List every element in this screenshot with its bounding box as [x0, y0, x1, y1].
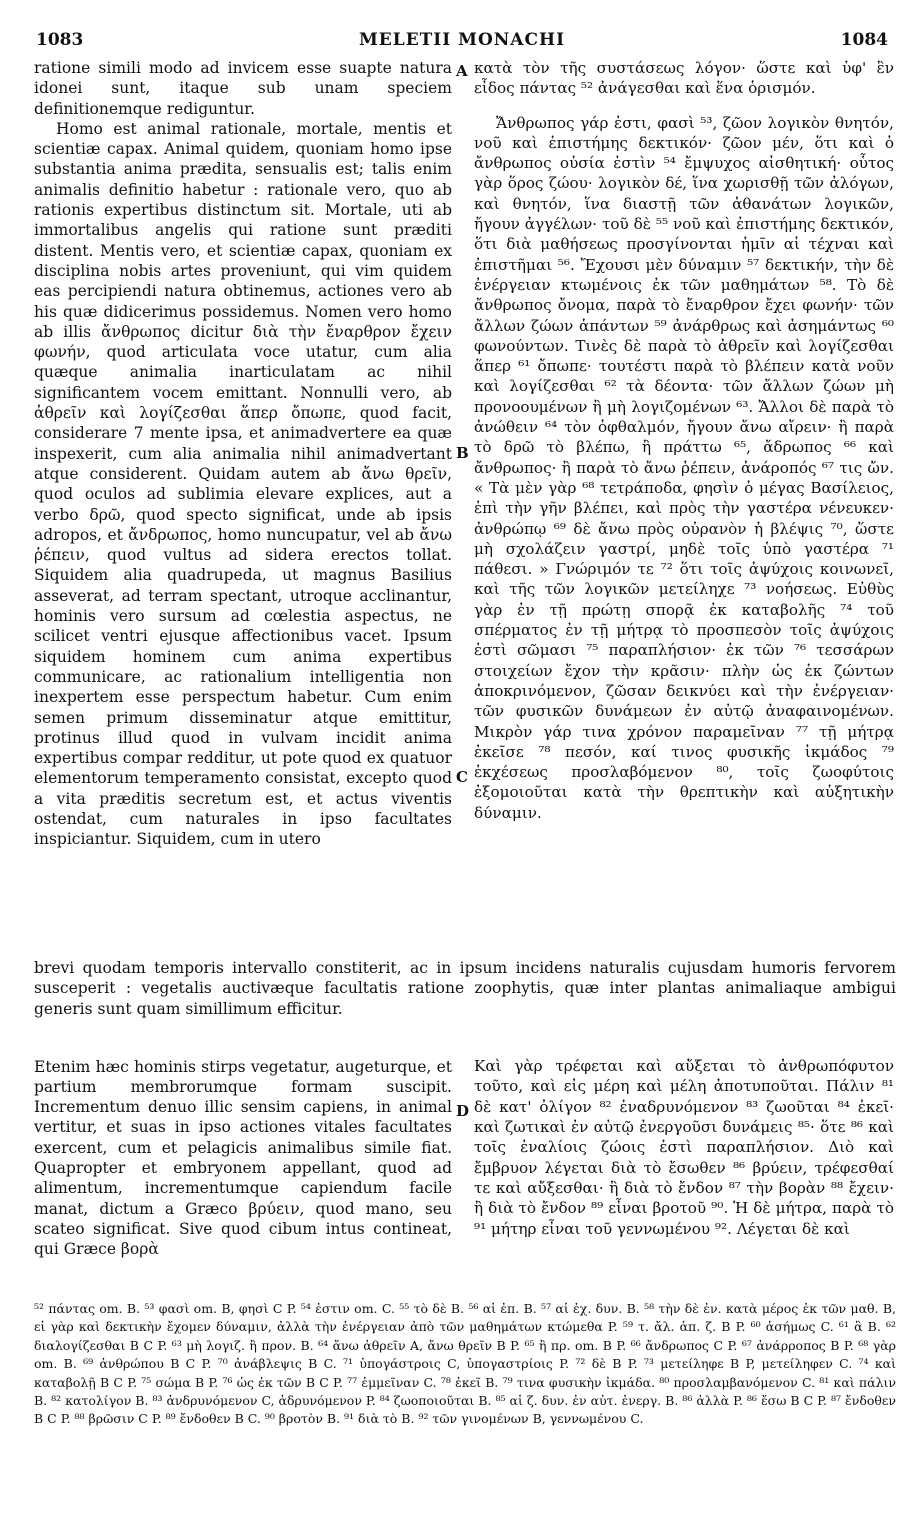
- latin-paragraph: Homo est animal rationale, mortale, mentis et scientiæ capax. Animal quidem, quoniam homo ipse substantia anima prædita, sensualis est; talis enim animalis definitio habetur : rationale vero, quo ab rationis expertibus distinctum sit. Mortale, uti ab immortalibus angelis qui ratione sunt præditi distent. Mentis vero, et scientiæ capax, quoniam ex disciplina nobis artes proveniunt, qui vim quidem eas percipiendi natura obtinemus, actiones vero ab his quæ didicerimus possidemus. Nomen vero homo ab illis ἄνθρωπος dicitur διὰ τὴν ἔναρθρον ἔχειν φωνήν, quod articulata voce utatur, cum alia quæque animalia inarticulatam ac nihil significantem vocem emittant. Nonnulli vero, ab ἀθρεῖν καὶ λογίζεσθαι ἅπερ ὄπωπε, quod facit, considerare 7 mente ipsa, et animadvertere ea quæ inspexerit, cum alia animalia nihil animadvertant atque considerent. Quidam autem ab ἄνω θρεῖν, quod oculos ad sublimia elevare explices, aut a verbo δρῶ, quod specto significat, unde ab ipsis adropos, et ἄνδρωπος, homo nuncupatur, vel ab ἄνω ῥέπειν, quod vultus ad sidera erectos tollat. Siquidem alia quadrupeda, ut magnus Basilius asseverat, ad terram spectant, utroque acclinantur, hominis vero sursum ad cœlestia aspectus, ne scilicet ventri ejusque affectionibus vacet. Ipsum siquidem hominem cum anima expertibus communicare, ac rationalium intelligentia non inexpertem esse perspectum habetur. Cum enim semen primum disseminatur atque emittitur, protinus illud quod in vulvam incidit anima expertibus compar redditur, ut pote quod ex quatuor elementorum temperamento consistat, excepto quod a vita præditis secretum est, et actus viventis ostendat, cum naturales in ipso facultates inspiciantur. Siquidem, cum in utero: [34, 119, 452, 849]
- running-title: MELETII MONACHI: [358, 30, 566, 50]
- latin-column-lower: [34, 1041, 452, 1275]
- page-number-left: 1083: [36, 30, 84, 50]
- latin-paragraph: Etenim hæc hominis stirps vegetatur, augeturque, et partium membrorumque formam suscipit. Incrementum denuo illic sensim capiens, in animal vertitur, et suas in ipso actiones vitales facultates exercent, cum et pelagicis animalibus simile fiat. Quapropter et embryonem appellant, quod ad alimentum, incrementumque capiendum facile manat, dictum a Græco βρύειν, quod mano, seu scateo significat. Sive quod cibum intus contineat, qui Græce βορὰ: [34, 1057, 452, 1259]
- full-width-latin-text: brevi quodam temporis intervallo constiterit, ac in ipsum incidens naturalis cujusdam humoris fervorem susceperit : vegetalis auctivæque facultatis ratione zoophytis, quæ inter plantas animaliaque ambigui generis sunt quam simillimum efficitur.: [34, 959, 896, 1018]
- greek-column: [474, 58, 894, 823]
- footnotes: ⁵² πάντας om. B. ⁵³ φασὶ om. B, φησὶ C P. ⁵⁴ ἐστιν om. C. ⁵⁵ τὸ δὲ B. ⁵⁶ αἱ ἐπ. B. ⁵⁷ αἱ ἐχ. δυν. B. ⁵⁸ τὴν δὲ ἐν. κατὰ μέρος ἐκ τῶν μαθ. B, εἰ γὰρ καὶ δεκτικὴν ἔχομεν δύναμιν, ἀλλὰ τὴν ἐνέργειαν ἀπὸ τῶν μαθημάτων κτώμεθα P. ⁵⁹ τ. ἄλ. ἁπ. ζ. B P. ⁶⁰ ἀσήμως C. ⁶¹ ἃ B. ⁶² διαλογίζεσθαι B C P. ⁶³ μὴ λογιζ. ἢ προν. B. ⁶⁴ ἄνω ἀθρεῖν A, ἄνω θρεῖν B P. ⁶⁵ ἢ πρ. om. B P. ⁶⁶ ἄνδρωπος C P. ⁶⁷ ἀνάρροπος B P. ⁶⁸ γὰρ om. B. ⁶⁹ ἀνθρώπου B C P. ⁷⁰ ἀνάβλεψις B C. ⁷¹ ὑπογάστροις C, ὑπογαστρίοις P. ⁷² δὲ B P. ⁷³ μετείληφε B P, μετείληφεν C. ⁷⁴ καὶ καταβολῇ B C P. ⁷⁵ σώμα B P. ⁷⁶ ὡς ἐκ τῶν B C P. ⁷⁷ ἐμμεῖναν C. ⁷⁸ ἐκεῖ B. ⁷⁹ τινα φυσικὴν ἰκμάδα. ⁸⁰ προσλαμβανόμενον C. ⁸¹ καὶ πάλιν B. ⁸² κατολίγον B. ⁸³ ἀνδρυνόμενον C, ἀδρυνόμενον P. ⁸⁴ ζωοποιοῦται B. ⁸⁵ αἱ ζ. δυν. ἐν αὐτ. ἐνεργ. B. ⁸⁶ ἀλλὰ P. ⁸⁶ ἔσω B C P. ⁸⁷ ἔνδοθεν B C P. ⁸⁸ βρῶσιν C P. ⁸⁹ ἔνδοθεν B C. ⁹⁰ βροτὸν B. ⁹¹ διὰ τὸ B. ⁹² τῶν γινομένων B, γεννωμένου C.: [34, 1301, 896, 1427]
- latin-column: [34, 58, 452, 850]
- margin-marker-c: C: [456, 768, 468, 786]
- greek-paragraph: κατὰ τὸν τῆς συστάσεως λόγον· ὥστε καὶ ὑφ' ἓν εἶδος πάντας ⁵² ἀνάγεσθαι καὶ ἕνα ὁρισμόν.: [474, 59, 894, 98]
- latin-paragraph: ratione simili modo ad invicem esse suapte natura idonei sunt, itaque sub unam speciem definitionemque rediguntur.: [34, 59, 452, 118]
- margin-marker-d: D: [456, 1102, 470, 1120]
- page-number-right: 1084: [840, 30, 888, 50]
- margin-marker-a: A: [456, 62, 468, 80]
- greek-column-lower: [474, 1041, 894, 1254]
- running-head: [36, 30, 888, 56]
- margin-marker-b: B: [456, 444, 469, 462]
- greek-paragraph: Καὶ γὰρ τρέφεται καὶ αὔξεται τὸ ἀνθρωπόφυτον τοῦτο, καὶ εἰς μέρη καὶ μέλη ἀποτυποῦται. Πάλιν ⁸¹ δὲ κατ' ὀλίγον ⁸² ἐναδρυνόμενον ⁸³ ζωοῦται ⁸⁴ ἐκεῖ· καὶ ζωτικαὶ ἐν αὐτῷ ἐνεργοῦσι δυνάμεις ⁸⁵· ὅτε ⁸⁶ καὶ τοῖς ἐναλίοις ζώοις ἐστὶ παραπλήσιον. Διὸ καὶ ἔμβρυον λέγεται διὰ τὸ ἔσωθεν ⁸⁶ βρύειν, τρέφεσθαί τε καὶ αὔξεσθαι· ἢ διὰ τὸ ἔνδον ⁸⁷ τὴν βορὰν ⁸⁸ ἔχειν· ἢ διὰ τὸ ἔνδον ⁸⁹ εἶναι βροτοῦ ⁹⁰. Ἡ δὲ μήτρα, παρὰ τὸ ⁹¹ μήτηρ εἶναι τοῦ γεννωμένου ⁹². Λέγεται δὲ καὶ: [474, 1057, 894, 1238]
- greek-paragraph: Ἄνθρωπος γάρ ἐστι, φασὶ ⁵³, ζῶον λογικὸν θνητόν, νοῦ καὶ ἐπιστήμης δεκτικόν· ζῶον μέν, ὅτι καὶ ὁ ἄνθρωπος οὐσία ἐστὶν ⁵⁴ ἔμψυχος αἰσθητική· οὗτος γὰρ ὅρος ζώου· λογικὸν δέ, ἵνα χωρισθῇ τῶν ἀλόγων, καὶ θνητόν, ἵνα διαστῇ τῶν ἀθανάτων λογικῶν, ἤγουν ἀγγέλων· τοῦ δὲ ⁵⁵ νοῦ καὶ ἐπιστήμης δεκτικόν, ὅτι διὰ μαθήσεως προσγίνονται ἡμῖν αἱ τέχναι καὶ ἐπιστῆμαι ⁵⁶. Ἔχουσι μὲν δύναμιν ⁵⁷ δεκτικήν, τὴν δὲ ἐνέργειαν κτωμένοις ἐκ τῶν μαθημάτων ⁵⁸. Τὸ δὲ ἄνθρωπος ὄνομα, παρὰ τὸ ἔναρθρον ἔχει φωνήν· τῶν ἄλλων ζώων ἁπάντων ⁵⁹ ἀνάρθρως καὶ ἀσημάντως ⁶⁰ φωνούντων. Τινὲς δὲ παρὰ τὸ ἀθρεῖν καὶ λογίζεσθαι ἅπερ ⁶¹ ὄπωπε· τουτέστι παρὰ τὸ βλέπειν κατὰ νοῦν καὶ λογίζεσθαι ⁶² τὰ δέοντα· τῶν ἄλλων ζώων μὴ προνοουμένων ἢ μὴ λογιζομένων ⁶³. Ἄλλοι δὲ παρὰ τὸ ἀνώθειν ⁶⁴ τὸν ὀφθαλμόν, ἤγουν ἄνω αἴρειν· ἢ παρὰ τὸ δρῶ τὸ βλέπω, ἢ πράττω ⁶⁵, ἄδρωπος ⁶⁶ καὶ ἄνθρωπος· ἢ παρὰ τὸ ἄνω ῥέπειν, ἀνάροπός ⁶⁷ τις ὤν. « Τὰ μὲν γὰρ ⁶⁸ τετράποδα, φησὶν ὁ μέγας Βασίλειος, ἐπὶ τὴν γῆν βλέπει, καὶ πρὸς τὴν γαστέρα νένευκεν· ἀνθρώπῳ ⁶⁹ δὲ ἄνω πρὸς οὐρανὸν ἡ βλέψις ⁷⁰, ὥστε μὴ σχολάζειν γαστρί, μηδὲ τοῖς ὑπὸ γαστέρα ⁷¹ πάθεσι. » Γνώριμόν τε ⁷² ὅτι τοῖς ἀψύχοις κοινωνεῖ, καὶ τῆς τῶν λογικῶν μετείληχε ⁷³ νοήσεως. Εὐθὺς γὰρ ἐν τῇ πρώτῃ σπορᾷ ἐκ καταβολῆς ⁷⁴ τοῦ σπέρματος ἐν τῇ μήτρᾳ τὸ προσπεσὸν τοῖς ἀψύχοις ἐστὶ σῶμασι ⁷⁵ παραπλήσιον· ἐκ τῶν ⁷⁶ τεσσάρων στοιχείων ἔχον τὴν κρᾶσιν· πλὴν ὡς ἐκ ζώντων ἀποκρινόμενον, ζῶσαν δεικνύει καὶ τὴν ἐνέργειαν· τῶν φυσικῶν δυνάμεων ἐν αὐτῷ ἀναφαινομένων. Μικρὸν γάρ τινα χρόνον παραμεῖναν ⁷⁷ τῇ μήτρᾳ ἐκεῖσε ⁷⁸ πεσόν, καί τινος φυσικῆς ἰκμάδος ⁷⁹ ἐκχέσεως προσλαβόμενον ⁸⁰, τοῖς ζωοφύτοις ἐξομοιοῦται κατὰ τὴν θρεπτικὴν καὶ αὐξητικὴν δύναμιν.: [474, 113, 894, 822]
